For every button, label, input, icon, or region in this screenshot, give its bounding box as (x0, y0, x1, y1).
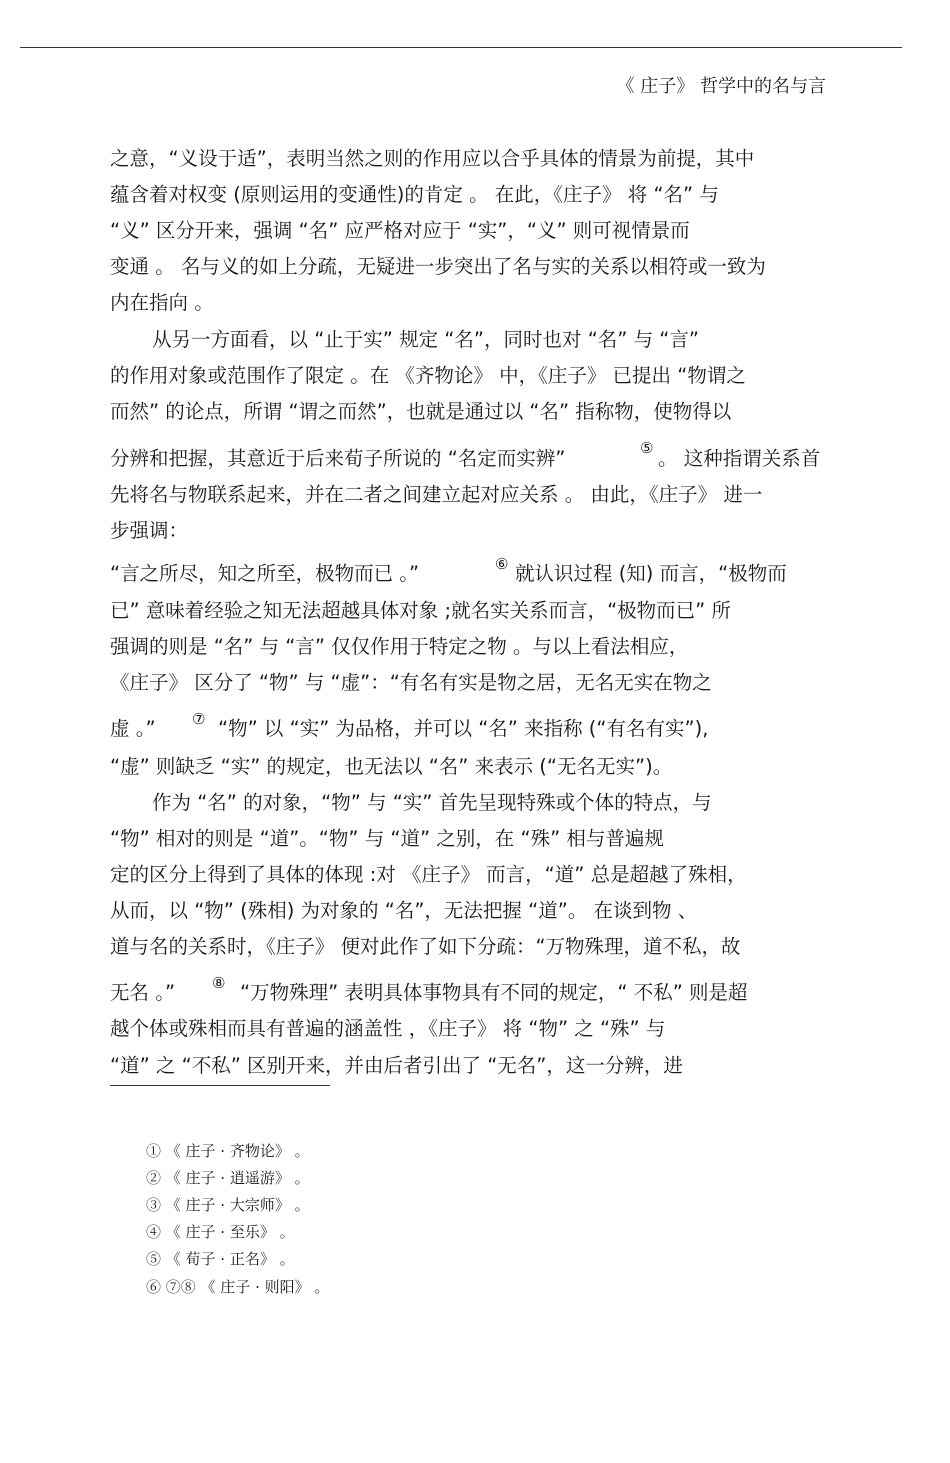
body-line: 《庄子》 区分了 “物” 与 “虚”：“有名有实是物之居，无名无实在物之 (110, 671, 712, 694)
footnote: ③ 《 庄子 · 大宗师》 。 (146, 1196, 310, 1214)
running-header: 《 庄子》 哲学中的名与言 (616, 76, 826, 97)
body-line: 变通 。 名与义的如上分疏，无疑进一步突出了名与实的关系以相符或一致为 (110, 255, 766, 278)
body-line: 先将名与物联系起来，并在二者之间建立起对应关系 。 由此，《庄子》 进一 (110, 483, 763, 506)
body-line: 定的区分上得到了具体的体现 :对 《庄子》 而言，“道” 总是超越了殊相， (110, 863, 747, 886)
body-line: “言之所尽，知之所至，极物而已 。” (110, 562, 420, 585)
footnote: ① 《 庄子 · 齐物论》 。 (146, 1142, 310, 1160)
body-line: 的作用对象或范围作了限定 。在 《齐物论》 中，《庄子》 已提出 “物谓之 (110, 364, 746, 387)
footnote: ⑤ 《 荀子 · 正名》 。 (146, 1250, 295, 1268)
body-line: 已” 意味着经验之知无法超越具体对象 ;就名实关系而言，“极物而已” 所 (110, 599, 731, 622)
body-line: 虚 。” (110, 717, 156, 740)
body-line: “物” 相对的则是 “道”。“物” 与 “道” 之别，在 “殊” 相与普遍规 (110, 827, 664, 850)
body-line: 内在指向 。 (110, 291, 214, 314)
body-line: “义” 区分开来，强调 “名” 应严格对应于 “实”，“义” 则可视情景而 (110, 219, 690, 242)
body-line: “万物殊理” 表明具体事物具有不同的规定，“ 不私” 则是超 (240, 981, 748, 1004)
body-line: 之意，“义设于适”，表明当然之则的作用应以合乎具体的情景为前提，其中 (110, 147, 755, 170)
body-line: 作为 “名” 的对象，“物” 与 “实” 首先呈现特殊或个体的特点，与 (152, 791, 712, 814)
body-line: 就认识过程 (知) 而言，“极物而 (515, 562, 787, 585)
footnote-rule (110, 1085, 330, 1086)
body-line: 蕴含着对权变 (原则运用的变通性)的肯定 。 在此，《庄子》 将 “名” 与 (110, 183, 719, 206)
body-line: “物” 以 “实” 为品格，并可以 “名” 来指称 (“有名有实”), (218, 717, 709, 740)
body-line: 无名 。” (110, 981, 176, 1004)
body-line: 而然” 的论点，所谓 “谓之而然”，也就是通过以 “名” 指称物，使物得以 (110, 400, 732, 423)
footnote-mark: ⑤ (640, 439, 654, 457)
header-rule (20, 47, 902, 48)
body-line: “道” 之 “不私” 区别开来，并由后者引出了 “无名”，这一分辨，进 (110, 1054, 683, 1077)
footnote-mark: ⑦ (192, 710, 206, 728)
body-line: 从而，以 “物” (殊相) 为对象的 “名”，无法把握 “道”。 在谈到物 、 (110, 899, 698, 922)
body-line: 从另一方面看，以 “止于实” 规定 “名”，同时也对 “名” 与 “言” (152, 328, 700, 351)
body-line: 越个体或殊相而具有普遍的涵盖性 ，《庄子》 将 “物” 之 “殊” 与 (110, 1017, 666, 1040)
footnote: ② 《 庄子 · 逍遥游》 。 (146, 1169, 310, 1187)
footnote-mark: ⑥ (495, 555, 509, 573)
body-line: 。 这种指谓关系首 (658, 447, 821, 470)
body-line: 分辨和把握，其意近于后来荀子所说的 “名定而实辨” (110, 447, 566, 470)
footnote-mark: ⑧ (212, 974, 226, 992)
body-line: “虚” 则缺乏 “实” 的规定，也无法以 “名” 来表示 (“无名无实”)。 (110, 755, 673, 778)
body-line: 步强调： (110, 519, 189, 542)
body-line: 道与名的关系时，《庄子》 便对此作了如下分疏：“万物殊理，道不私，故 (110, 935, 741, 958)
body-line: 强调的则是 “名” 与 “言” 仅仅作用于特定之物 。与以上看法相应， (110, 635, 689, 658)
footnote: ⑥ ⑦⑧ 《 庄子 · 则阳》 。 (146, 1278, 330, 1296)
footnote: ④ 《 庄子 · 至乐》 。 (146, 1223, 295, 1241)
